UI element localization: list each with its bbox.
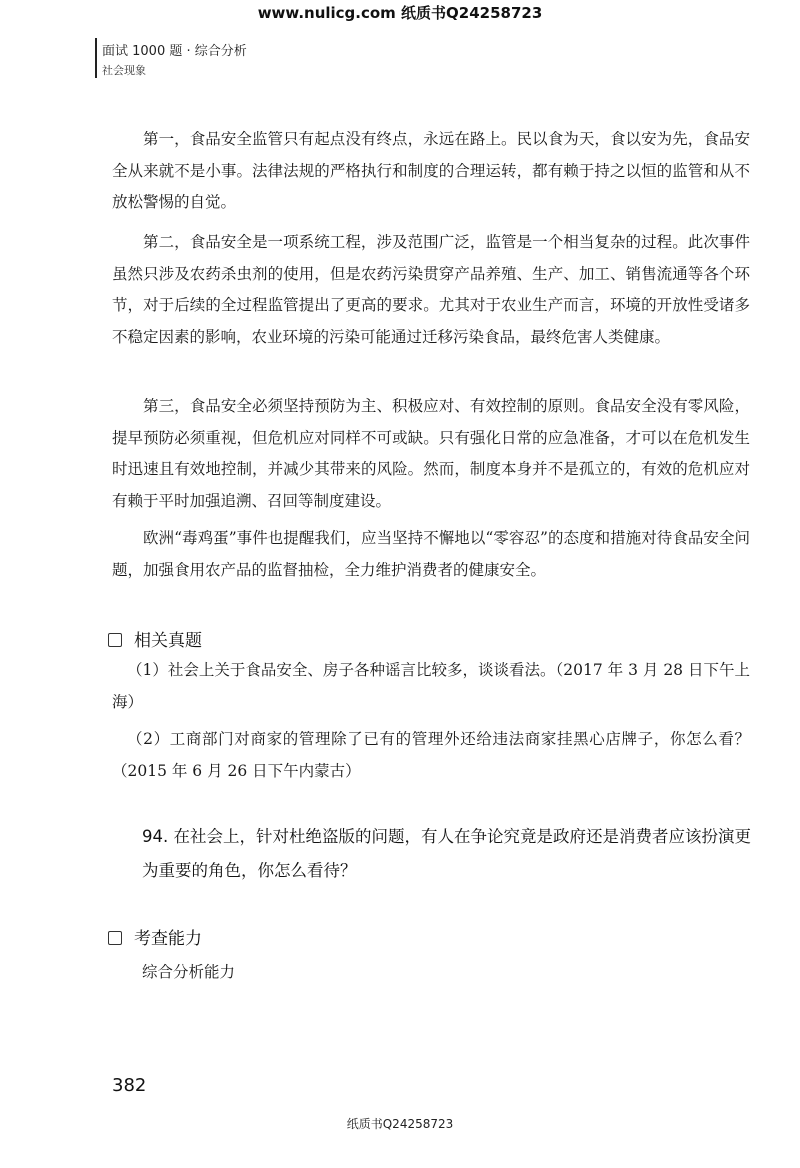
- book-title: 面试 1000 题 · 综合分析: [102, 44, 247, 59]
- ability-value: 综合分析能力: [142, 963, 236, 981]
- watermark-top: www.nulicg.com 纸质书Q24258723: [257, 4, 543, 22]
- section-name: 社会现象: [102, 64, 146, 77]
- section-marker-icon: [108, 633, 122, 647]
- related-item-2: （2）工商部门对商家的管理除了已有的管理外还给违法商家挂黑心店牌子，你怎么看？（2015 年 6 月 26 日下午内蒙古）: [112, 730, 750, 780]
- ability-heading: [108, 924, 202, 949]
- paragraph-4: 欧洲“毒鸡蛋”事件也提醒我们，应当坚持不懈地以“零容忍”的态度和措施对待食品安全问题，加强食用农产品的监督抽检，全力维护消费者的健康安全。: [112, 529, 750, 579]
- page-number: 382: [112, 1075, 147, 1096]
- footer-watermark: 纸质书Q24258723: [346, 1117, 454, 1131]
- question-94: 94. 在社会上，针对杜绝盗版的问题，有人在争论究竟是政府还是消费者应该扮演更为重要的角色，你怎么看待？: [142, 827, 751, 880]
- related-item-1: （1）社会上关于食品安全、房子各种谣言比较多，谈谈看法。（2017 年 3 月 28 日下午上海）: [112, 661, 750, 711]
- section-marker-icon: [108, 931, 122, 945]
- paragraph-1: 第一，食品安全监管只有起点没有终点，永远在路上。民以食为天，食以安为先，食品安全从来就不是小事。法律法规的严格执行和制度的合理运转，都有赖于持之以恒的监管和从不放松警惕的自觉。: [112, 130, 750, 211]
- related-questions-heading: [108, 626, 202, 651]
- paragraph-2: 第二，食品安全是一项系统工程，涉及范围广泛，监管是一个相当复杂的过程。此次事件虽然只涉及农药杀虫剂的使用，但是农药污染贯穿产品养殖、生产、加工、销售流通等各个环节，对于后续的全过程监管提出了更高的要求。尤其对于农业生产而言，环境的开放性受诸多不稳定因素的影响，农业环境的污染可能通过迁移污染食品，最终危害人类健康。: [112, 233, 750, 346]
- header-divider: [95, 38, 97, 78]
- related-heading-text: 相关真题: [134, 631, 202, 651]
- ability-heading-text: 考查能力: [134, 929, 202, 949]
- paragraph-3: 第三，食品安全必须坚持预防为主、积极应对、有效控制的原则。食品安全没有零风险，提早预防必须重视，但危机应对同样不可或缺。只有强化日常的应急准备，才可以在危机发生时迅速且有效地控制，并减少其带来的风险。然而，制度本身并不是孤立的，有效的危机应对有赖于平时加强追溯、召回等制度建设。: [112, 397, 750, 510]
